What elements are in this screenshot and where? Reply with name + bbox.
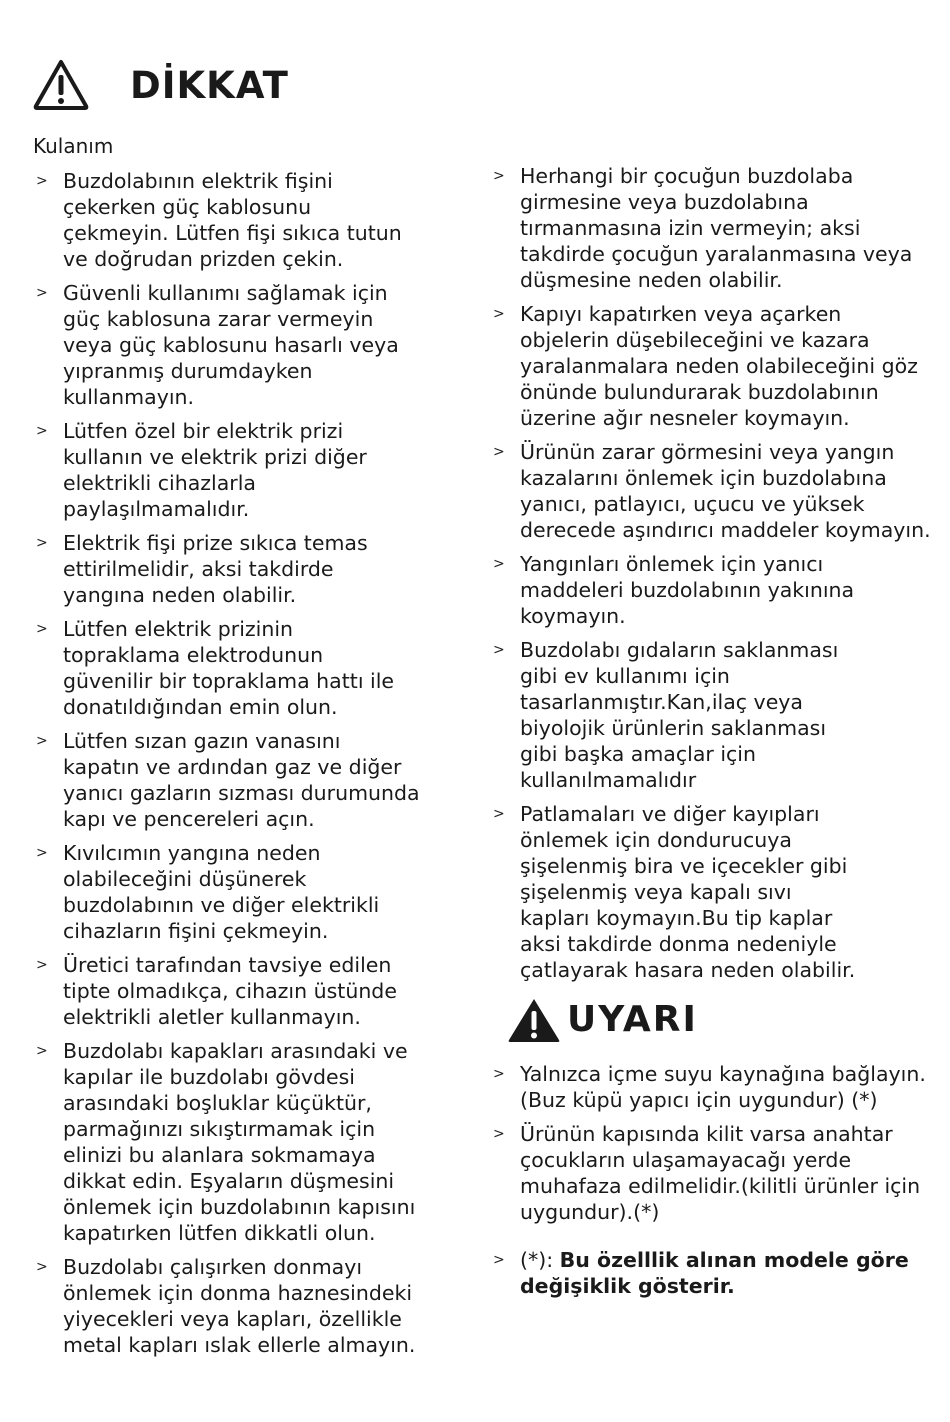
bullet-marker: > bbox=[36, 173, 48, 189]
item-text: Buzdolabı çalışırken donmayı önlemek için donma haznesindeki yiyecekleri veya kapları, özellikle metal kapları ıslak ellerle almayın. bbox=[63, 1255, 416, 1357]
footnote-text: Bu özelllik alınan modele göre değişiklik gösterir. bbox=[520, 1248, 909, 1298]
list-item bbox=[493, 1061, 948, 1113]
warning-triangle-filled-icon bbox=[507, 997, 561, 1043]
item-text: Kıvılcımın yangına neden olabileceğini düşünerek buzdolabının ve diğer elektrikli cihazların fişini çekmeyin. bbox=[63, 841, 380, 943]
list-item bbox=[493, 439, 948, 543]
item-text: Ürünün kapısında kilit varsa anahtar çocukların ulaşamayacağı yerde muhafaza edilmelidir.(kilitli ürünler için uygundur).(*) bbox=[520, 1122, 921, 1224]
item-text: Lütfen özel bir elektrik prizi kullanın ve elektrik prizi diğer elektrikli cihazlarla paylaşılmamalıdır. bbox=[63, 419, 367, 521]
bullet-marker: > bbox=[36, 1043, 48, 1059]
bullet-marker: > bbox=[36, 285, 48, 301]
list-item bbox=[493, 301, 948, 431]
bullet-marker: > bbox=[36, 1259, 48, 1275]
bullet-marker: > bbox=[36, 957, 48, 973]
bullet-marker: > bbox=[493, 306, 505, 322]
bullet-marker: > bbox=[36, 535, 48, 551]
warning-item-list bbox=[493, 1061, 948, 1299]
bullet-marker: > bbox=[493, 1126, 505, 1142]
left-column bbox=[36, 168, 436, 1366]
item-text: Herhangi bir çocuğun buzdolaba girmesine veya buzdolabına tırmanmasına izin vermeyin; aksi takdirde çocuğun yaralanmasına veya düşmesine neden olabilir. bbox=[520, 164, 913, 292]
list-item bbox=[36, 1254, 436, 1358]
item-text: Ürünün zarar görmesini veya yangın kazalarını önlemek için buzdolabına yanıcı, patlayıcı, uçucu ve yüksek derecede aşındırıcı maddeler koymayın. bbox=[520, 440, 931, 542]
bullet-marker: > bbox=[493, 1066, 505, 1082]
warning-title: UYARI bbox=[567, 999, 698, 1040]
list-item bbox=[493, 801, 948, 983]
page-title: DİKKAT bbox=[130, 63, 289, 107]
bullet-marker: > bbox=[493, 444, 505, 460]
item-text: Lütfen elektrik prizinin topraklama elektrodunun güvenilir bir topraklama hattı ile donatıldığından emin olun. bbox=[63, 617, 395, 719]
list-item bbox=[36, 728, 436, 832]
left-item-list bbox=[36, 168, 436, 1358]
item-text: Üretici tarafından tavsiye edilen tipte olmadıkça, cihazın üstünde elektrikli aletler kullanmayın. bbox=[63, 953, 397, 1029]
bullet-marker: > bbox=[36, 423, 48, 439]
item-text: Kapıyı kapatırken veya açarken objelerin düşebileceğini ve kazara yaralanmalara neden olabileceğini göz önünde bulundurarak buzdolabının üzerine ağır nesneler koymayın. bbox=[520, 302, 918, 430]
right-item-list bbox=[493, 163, 948, 983]
bullet-marker: > bbox=[36, 621, 48, 637]
section-label: Kulanım bbox=[33, 134, 114, 158]
right-column bbox=[493, 163, 948, 1307]
list-item bbox=[493, 163, 948, 293]
item-text: Buzdolabının elektrik fişini çekerken güç kablosunu çekmeyin. Lütfen fişi sıkıca tutun ve doğrudan prizden çekin. bbox=[63, 169, 402, 271]
item-text: Yangınları önlemek için yanıcı maddeleri buzdolabının yakınına koymayın. bbox=[520, 552, 855, 628]
list-item bbox=[36, 418, 436, 522]
bullet-marker: > bbox=[493, 168, 505, 184]
item-text: Buzdolabı kapakları arasındaki ve kapılar ile buzdolabı gövdesi arasındaki boşluklar küçüktür, parmağınızı sıkıştırmamak için elinizi bu alanlara sokmamaya dikkat edin. Eşyaların düşmesini önlemek için buzdolabının kapısını kapatırken lütfen dikkatli olun. bbox=[63, 1039, 416, 1245]
list-item bbox=[36, 280, 436, 410]
list-item bbox=[36, 616, 436, 720]
list-item bbox=[493, 551, 948, 629]
item-text: Patlamaları ve diğer kayıpları önlemek için dondurucuya şişelenmiş bira ve içecekler gibi şişelenmiş veya kapalı sıvı kapları koymayın.Bu tip kaplar aksi takdirde donma nedeniyle çatlayarak hasara neden olabilir. bbox=[520, 802, 856, 982]
item-text: Güvenli kullanımı sağlamak için güç kablosuna zarar vermeyin veya güç kablosunu hasarlı veya yıpranmış durumdayken kullanmayın. bbox=[63, 281, 399, 409]
list-item bbox=[493, 637, 948, 793]
warning-header bbox=[507, 997, 948, 1043]
item-text: Yalnızca içme suyu kaynağına bağlayın. (Buz küpü yapıcı için uygundur) (*) bbox=[520, 1062, 926, 1112]
bullet-marker: > bbox=[36, 845, 48, 861]
footnote-item bbox=[493, 1247, 948, 1299]
bullet-marker: > bbox=[493, 642, 505, 658]
item-text: Elektrik fişi prize sıkıca temas ettirilmelidir, aksi takdirde yangına neden olabilir. bbox=[63, 531, 368, 607]
caution-triangle-outline-icon bbox=[32, 58, 90, 112]
item-text: Buzdolabı gıdaların saklanması gibi ev kullanımı için tasarlanmıştır.Kan,ilaç veya biyolojik ürünlerin saklanması gibi başka amaçlar için kullanılmamalıdır bbox=[520, 638, 839, 792]
list-item bbox=[36, 1038, 436, 1246]
list-item bbox=[36, 530, 436, 608]
list-item bbox=[36, 840, 436, 944]
bullet-marker: > bbox=[36, 733, 48, 749]
list-item bbox=[493, 1121, 948, 1225]
list-item bbox=[36, 168, 436, 272]
bullet-marker: > bbox=[493, 806, 505, 822]
footnote-prefix: (*): bbox=[520, 1248, 560, 1272]
item-text: Lütfen sızan gazın vanasını kapatın ve ardından gaz ve diğer yanıcı gazların sızması durumunda kapı ve pencereleri açın. bbox=[63, 729, 420, 831]
bullet-marker: > bbox=[493, 556, 505, 572]
bullet-marker: > bbox=[493, 1252, 505, 1268]
caution-header bbox=[32, 58, 289, 112]
list-item bbox=[36, 952, 436, 1030]
